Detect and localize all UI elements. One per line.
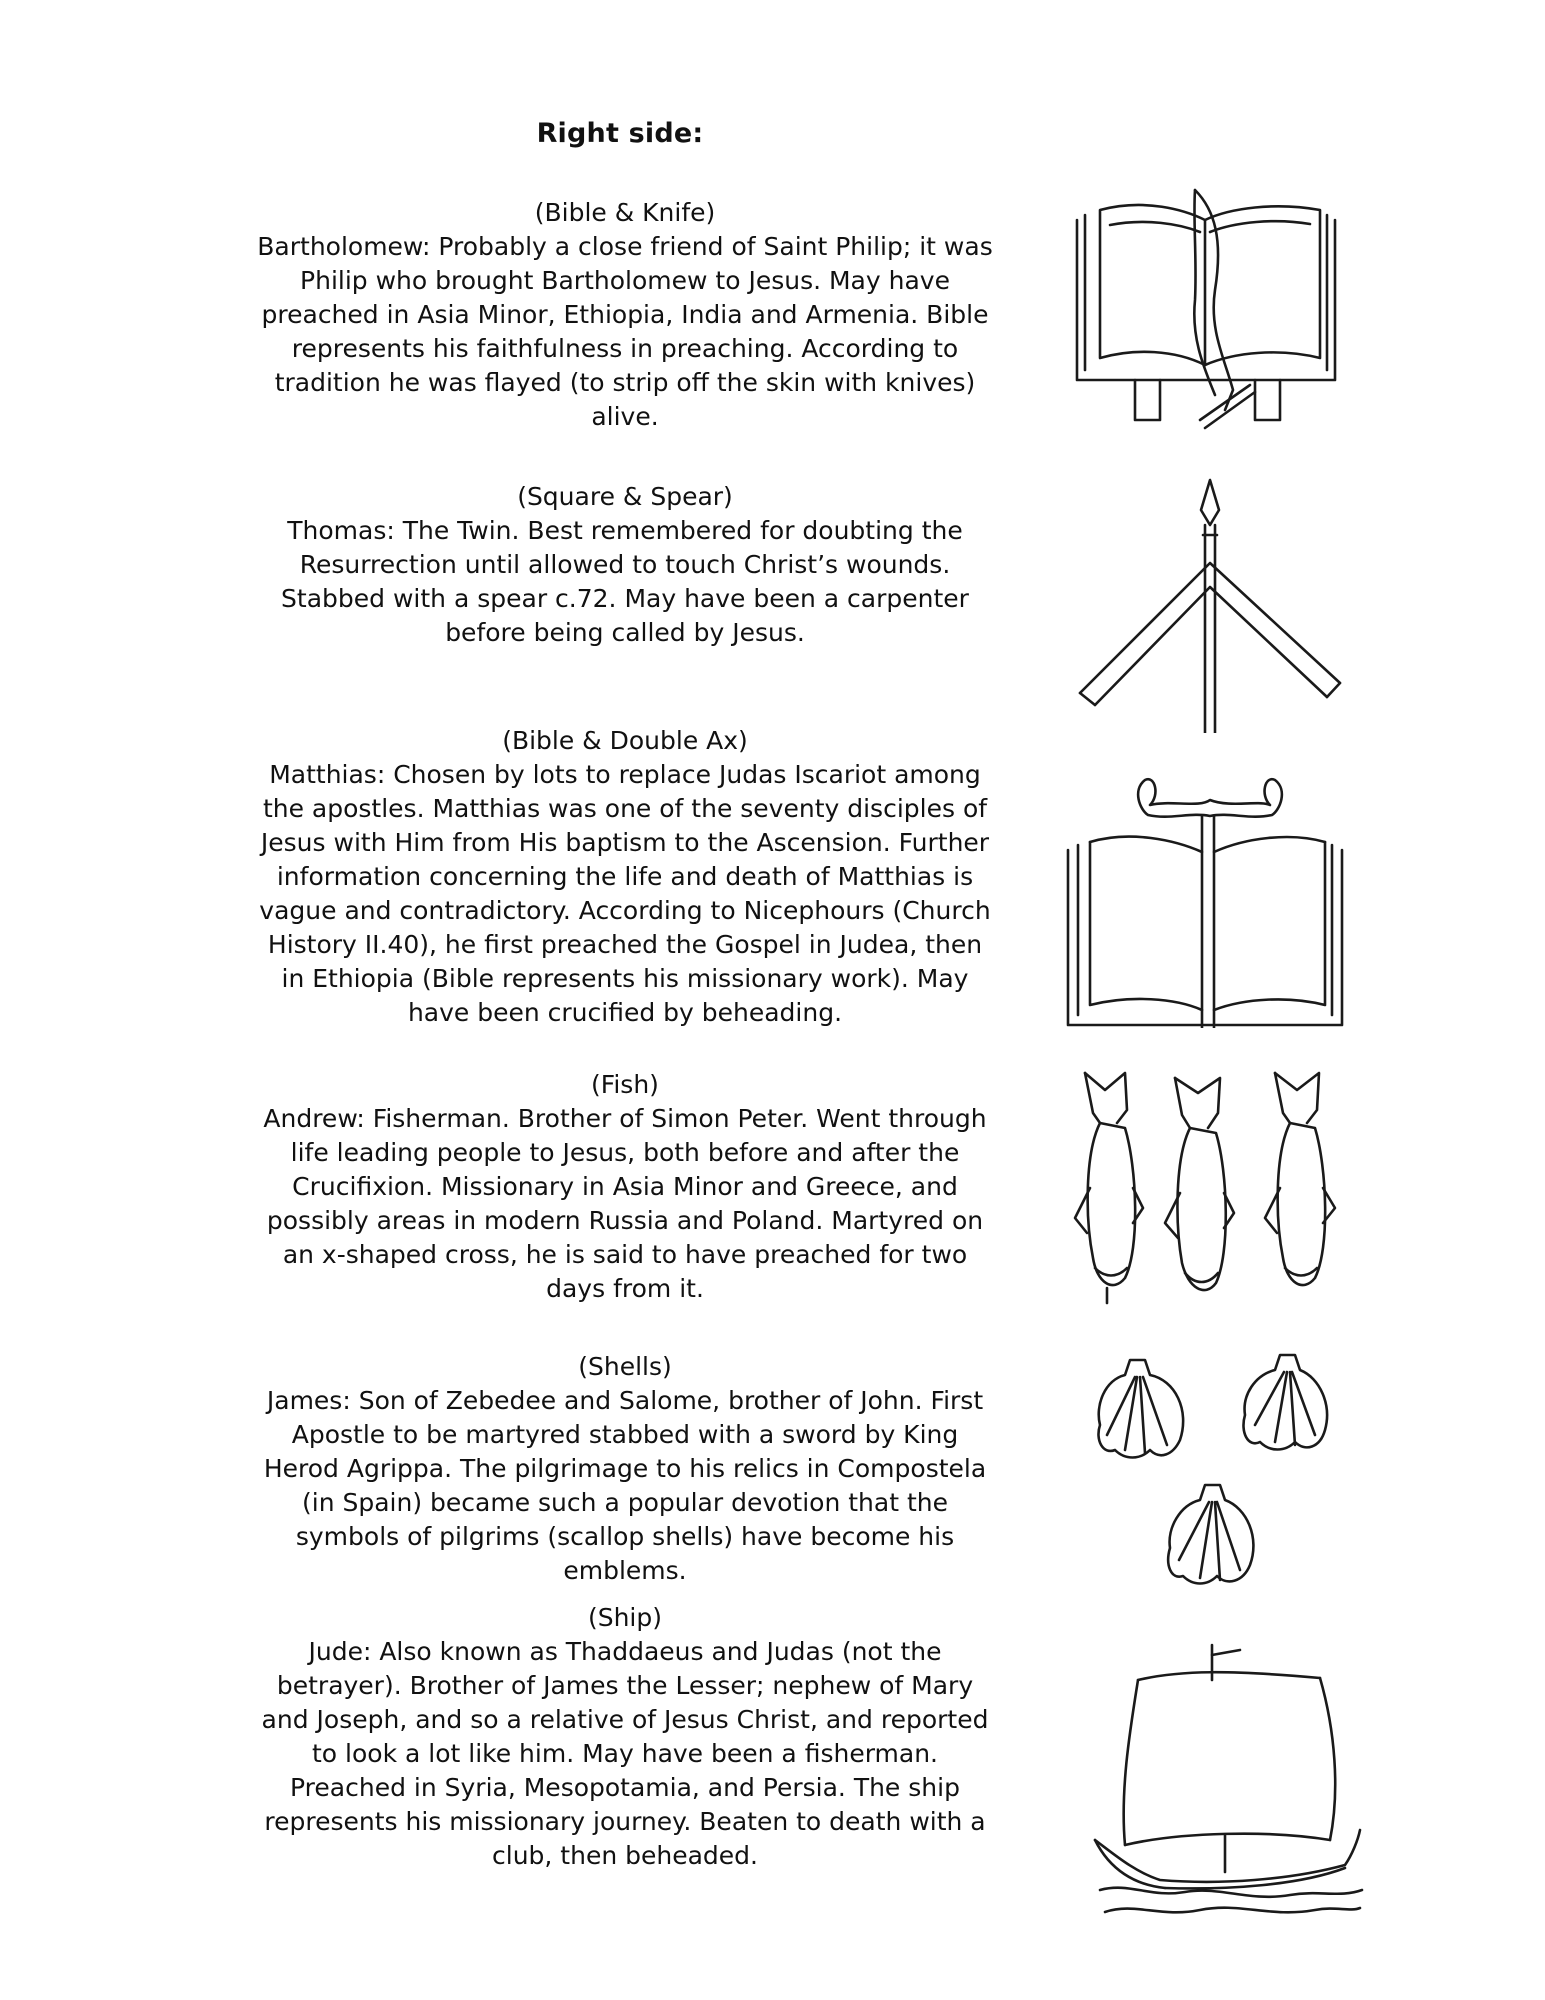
bible-and-double-ax-icon	[1060, 770, 1350, 1028]
apostle-entry-thomas	[255, 480, 995, 650]
apostle-entry-andrew	[255, 1068, 995, 1306]
apostle-description: Andrew: Fisherman. Brother of Simon Peter. Went through life leading people to Jesus, both before and after the Crucifixion. Missionary in Asia Minor and Greece, and possibly areas in modern Russia and Poland. Martyred on an x-shaped cross, he is said to have preached for two days from it.	[263, 1104, 987, 1303]
apostle-description: Thomas: The Twin. Best remembered for doubting the Resurrection until allowed to touch Christ’s wounds. Stabbed with a spear c.72. May have been a carpenter before being called by Jesus.	[281, 516, 969, 647]
symbol-caption: (Bible & Double Ax)	[502, 726, 748, 755]
apostle-description: Matthias: Chosen by lots to replace Judas Iscariot among the apostles. Matthias was one of the seventy disciples of Jesus with Him from His baptism to the Ascension. Further information concerning the life and death of Matthias is vague and contradictory. According to Nicephours (Church History II.40), he first preached the Gospel in Judea, then in Ethiopia (Bible represents his missionary work). May have been crucified by beheading.	[259, 760, 991, 1027]
symbol-caption: (Ship)	[587, 1603, 663, 1632]
scallop-shells-icon	[1090, 1350, 1340, 1595]
three-fish-icon	[1065, 1068, 1350, 1308]
page-heading: Right side:	[536, 118, 704, 149]
symbol-caption: (Fish)	[591, 1070, 659, 1099]
apostle-description: James: Son of Zebedee and Salome, brother of John. First Apostle to be martyred stabbed with a sword by King Herod Agrippa. The pilgrimage to his relics in Compostela (in Spain) became such a popular devotion that the symbols of pilgrims (scallop shells) have become his emblems.	[263, 1386, 987, 1585]
apostle-entry-bartholomew	[255, 196, 995, 434]
symbol-caption: (Shells)	[578, 1352, 672, 1381]
apostle-entry-jude	[255, 1601, 995, 1873]
apostle-description: Jude: Also known as Thaddaeus and Judas (not the betrayer). Brother of James the Lesser; nephew of Mary and Joseph, and so a relative of Jesus Christ, and reported to look a lot like him. May have been a fisherman. Preached in Syria, Mesopotamia, and Persia. The ship represents his missionary journey. Beaten to death with a club, then beheaded.	[261, 1637, 989, 1870]
symbol-caption: (Bible & Knife)	[534, 198, 716, 227]
bible-and-knife-icon	[1065, 180, 1350, 435]
symbol-caption: (Square & Spear)	[517, 482, 733, 511]
apostle-description: Bartholomew: Probably a close friend of Saint Philip; it was Philip who brought Bartholomew to Jesus. May have preached in Asia Minor, Ethiopia, India and Armenia. Bible represents his faithfulness in preaching. According to tradition he was flayed (to strip off the skin with knives) alive.	[257, 232, 993, 431]
apostle-entry-matthias	[255, 724, 995, 1030]
apostle-entry-james	[255, 1350, 995, 1588]
square-and-spear-icon	[1075, 475, 1345, 733]
ship-icon	[1090, 1640, 1365, 1920]
